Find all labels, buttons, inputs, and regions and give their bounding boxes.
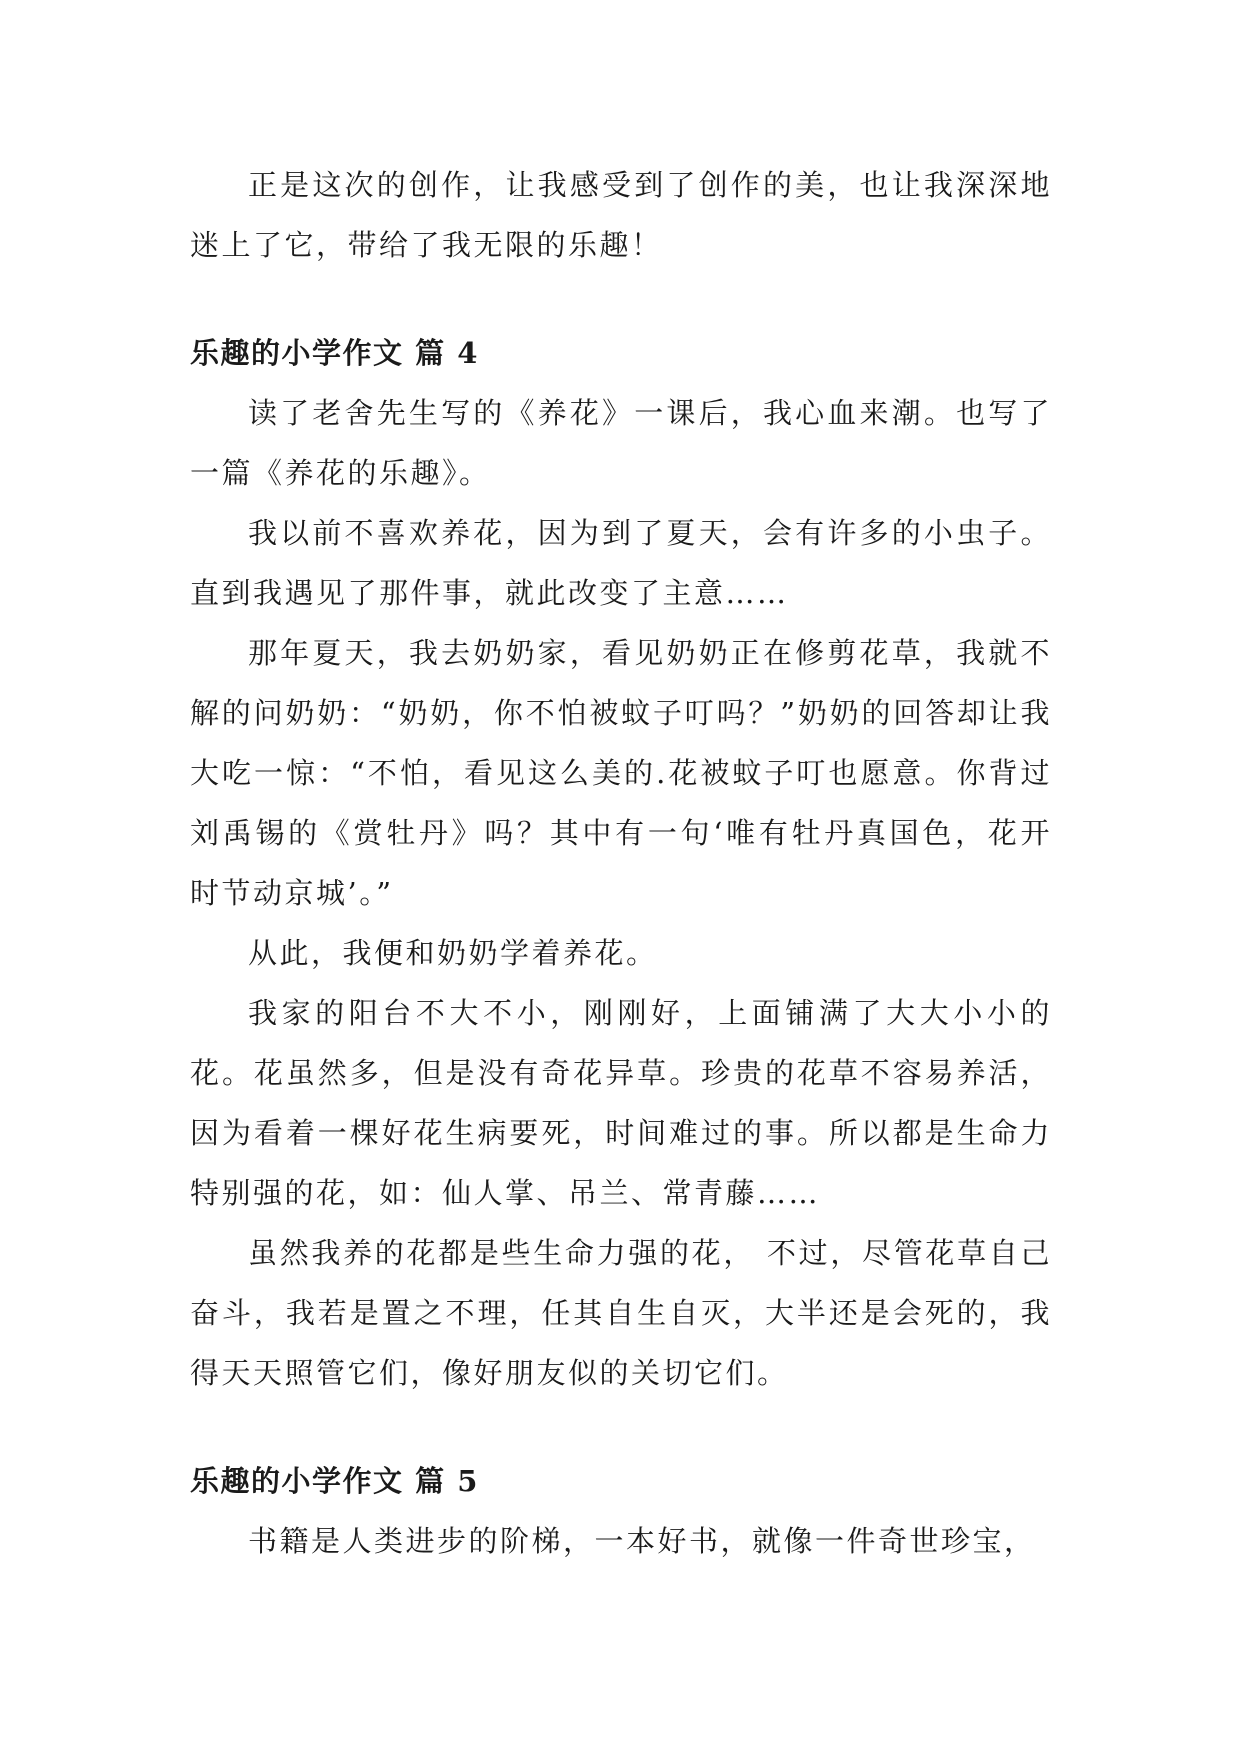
body-paragraph: 那年夏天，我去奶奶家，看见奶奶正在修剪花草，我就不解的问奶奶：“奶奶，你不怕被蚊子叮吗？”奶奶的回答却让我大吃一惊：“不怕，看见这么美的.花被蚊子叮也愿意。你背过刘禹锡的《赏牡丹》吗？其中有一句‘唯有牡丹真国色，花开时节动京城’。” bbox=[190, 636, 1052, 910]
body-paragraph: 虽然我养的花都是些生命力强的花， 不过，尽管花草自己奋斗，我若是置之不理，任其自生自灭，大半还是会死的，我得天天照管它们，像好朋友似的关切它们。 bbox=[190, 1236, 1052, 1390]
body-paragraph: 从此，我便和奶奶学着养花。 bbox=[248, 936, 658, 970]
section-heading: 乐趣的小学作文 篇 4 bbox=[190, 336, 479, 370]
body-paragraph: 读了老舍先生写的《养花》一课后，我心血来潮。也写了一篇《养花的乐趣》。 bbox=[190, 396, 1052, 490]
body-paragraph: 正是这次的创作，让我感受到了创作的美，也让我深深地迷上了它，带给了我无限的乐趣！ bbox=[190, 168, 1052, 262]
body-paragraph: 书籍是人类进步的阶梯，一本好书，就像一件奇世珍宝， bbox=[248, 1524, 1036, 1558]
document-page bbox=[190, 155, 1052, 1571]
section-heading: 乐趣的小学作文 篇 5 bbox=[190, 1464, 479, 1498]
body-paragraph: 我家的阳台不大不小，刚刚好，上面铺满了大大小小的花。花虽然多，但是没有奇花异草。珍贵的花草不容易养活，因为看着一棵好花生病要死，时间难过的事。所以都是生命力特别强的花，如：仙人掌、吊兰、常青藤…… bbox=[190, 996, 1052, 1210]
body-paragraph: 我以前不喜欢养花，因为到了夏天，会有许多的小虫子。直到我遇见了那件事，就此改变了主意…… bbox=[190, 516, 1052, 610]
